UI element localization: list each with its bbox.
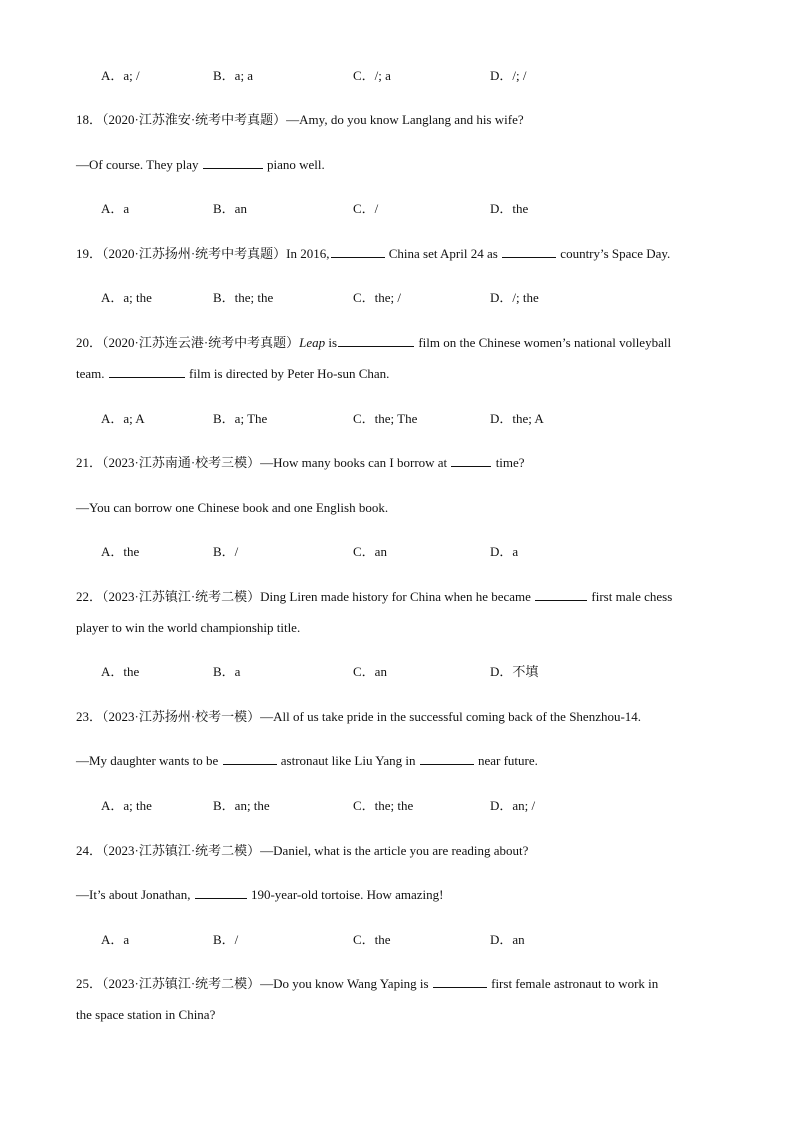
q24-option-c[interactable]: C．the <box>353 932 391 947</box>
answer-blank <box>433 975 487 988</box>
q24-line2-a: —It’s about Jonathan, <box>76 887 194 902</box>
q21-stem-a: 21．（2023·江苏南通·校考三模）—How many books can I borrow at <box>76 455 451 470</box>
q21-line2: —You can borrow one Chinese book and one English book. <box>76 500 389 515</box>
q23-option-a[interactable]: A．a; the <box>101 798 152 813</box>
q21-stem <box>76 454 525 472</box>
q23-option-c[interactable]: C．the; the <box>353 798 414 813</box>
answer-blank <box>223 752 277 765</box>
q19-stem <box>76 245 670 263</box>
q22-option-c[interactable]: C．an <box>353 664 387 679</box>
q18-option-c[interactable]: C．/ <box>353 201 379 216</box>
q20-option-b[interactable]: B．a; The <box>213 411 268 426</box>
q17-option-d[interactable]: D．/; / <box>490 68 527 83</box>
q22-stem <box>76 588 672 606</box>
q18-option-a[interactable]: A．a <box>101 201 130 216</box>
q21-option-b[interactable]: B．/ <box>213 544 239 559</box>
q25-stem-a: 25．（2023·江苏镇江·统考二模）—Do you know Wang Yaping is <box>76 976 432 991</box>
q19-option-c[interactable]: C．the; / <box>353 290 402 305</box>
answer-blank <box>502 245 556 258</box>
q20-stem-b: is <box>325 335 338 350</box>
film-title: Leap <box>299 335 326 350</box>
answer-blank <box>420 752 474 765</box>
q18-options <box>101 200 601 218</box>
answer-blank <box>195 886 247 899</box>
q17-option-a[interactable]: A．a; / <box>101 68 140 83</box>
q23-line2-b: astronaut like Liu Yang in <box>277 753 419 768</box>
q18-option-b[interactable]: B．an <box>213 201 247 216</box>
answer-blank <box>203 156 263 169</box>
q23-option-d[interactable]: D．an; / <box>490 798 536 813</box>
q18-option-d[interactable]: D．the <box>490 201 529 216</box>
q17-option-b[interactable]: B．a; a <box>213 68 254 83</box>
q22-line2: player to win the world championship title. <box>76 620 301 635</box>
q19-option-b[interactable]: B．the; the <box>213 290 274 305</box>
q17-options <box>101 67 601 85</box>
q20-line2-a: team. <box>76 366 108 381</box>
answer-blank <box>331 245 385 258</box>
q25-line2: the space station in China? <box>76 1007 216 1022</box>
q23-option-b[interactable]: B．an; the <box>213 798 270 813</box>
q21-stem-b: time? <box>492 455 525 470</box>
answer-blank <box>338 334 414 347</box>
answer-blank <box>451 454 491 467</box>
q21-option-a[interactable]: A．the <box>101 544 140 559</box>
q21-option-d[interactable]: D．a <box>490 544 519 559</box>
q23-line2 <box>76 752 538 770</box>
q18-line2-a: —Of course. They play <box>76 157 202 172</box>
q18-line2 <box>76 156 325 174</box>
q21-option-c[interactable]: C．an <box>353 544 387 559</box>
q23-stem: 23．（2023·江苏扬州·校考一模）—All of us take pride in the successful coming back of the Shenzhou-14. <box>76 709 642 724</box>
q19-stem-c: country’s Space Day. <box>557 246 671 261</box>
q19-options <box>101 289 601 307</box>
q22-option-d[interactable]: D．不填 <box>490 664 539 679</box>
q24-options <box>101 931 601 949</box>
q19-option-d[interactable]: D．/; the <box>490 290 539 305</box>
q22-stem-b: first male chess <box>588 589 673 604</box>
q25-stem <box>76 975 658 993</box>
q23-line2-a: —My daughter wants to be <box>76 753 222 768</box>
answer-blank <box>109 365 185 378</box>
q21-options <box>101 543 601 561</box>
q24-line2-b: 190-year-old tortoise. How amazing! <box>247 887 444 902</box>
q20-option-a[interactable]: A．a; A <box>101 411 145 426</box>
q22-stem-a: 22．（2023·江苏镇江·统考二模）Ding Liren made history for China when he became <box>76 589 535 604</box>
q24-option-d[interactable]: D．an <box>490 932 525 947</box>
q22-option-a[interactable]: A．the <box>101 664 140 679</box>
q19-stem-b: China set April 24 as <box>385 246 502 261</box>
q17-option-c[interactable]: C．/; a <box>353 68 391 83</box>
q23-line2-c: near future. <box>474 753 538 768</box>
q20-stem <box>76 334 671 352</box>
q18-line2-b: piano well. <box>263 157 325 172</box>
q20-options <box>101 410 601 428</box>
q22-option-b[interactable]: B．a <box>213 664 241 679</box>
q19-option-a[interactable]: A．a; the <box>101 290 152 305</box>
q20-line2-b: film is directed by Peter Ho-sun Chan. <box>185 366 390 381</box>
q20-option-c[interactable]: C．the; The <box>353 411 418 426</box>
q23-options <box>101 797 601 815</box>
q24-stem: 24．（2023·江苏镇江·统考二模）—Daniel, what is the article you are reading about? <box>76 843 529 858</box>
answer-blank <box>535 588 587 601</box>
q24-option-b[interactable]: B．/ <box>213 932 239 947</box>
q25-stem-b: first female astronaut to work in <box>487 976 659 991</box>
q24-option-a[interactable]: A．a <box>101 932 130 947</box>
q18-stem: 18．（2020·江苏淮安·统考中考真题）—Amy, do you know Langlang and his wife? <box>76 112 524 127</box>
q20-option-d[interactable]: D．the; A <box>490 411 544 426</box>
q24-line2 <box>76 886 443 904</box>
q19-stem-a: 19．（2020·江苏扬州·统考中考真题）In 2016, <box>76 246 330 261</box>
q20-line2 <box>76 365 389 383</box>
q20-stem-c: film on the Chinese women’s national volleyball <box>415 335 672 350</box>
q22-options <box>101 663 601 681</box>
q20-stem-a: 20．（2020·江苏连云港·统考中考真题） <box>76 335 300 350</box>
